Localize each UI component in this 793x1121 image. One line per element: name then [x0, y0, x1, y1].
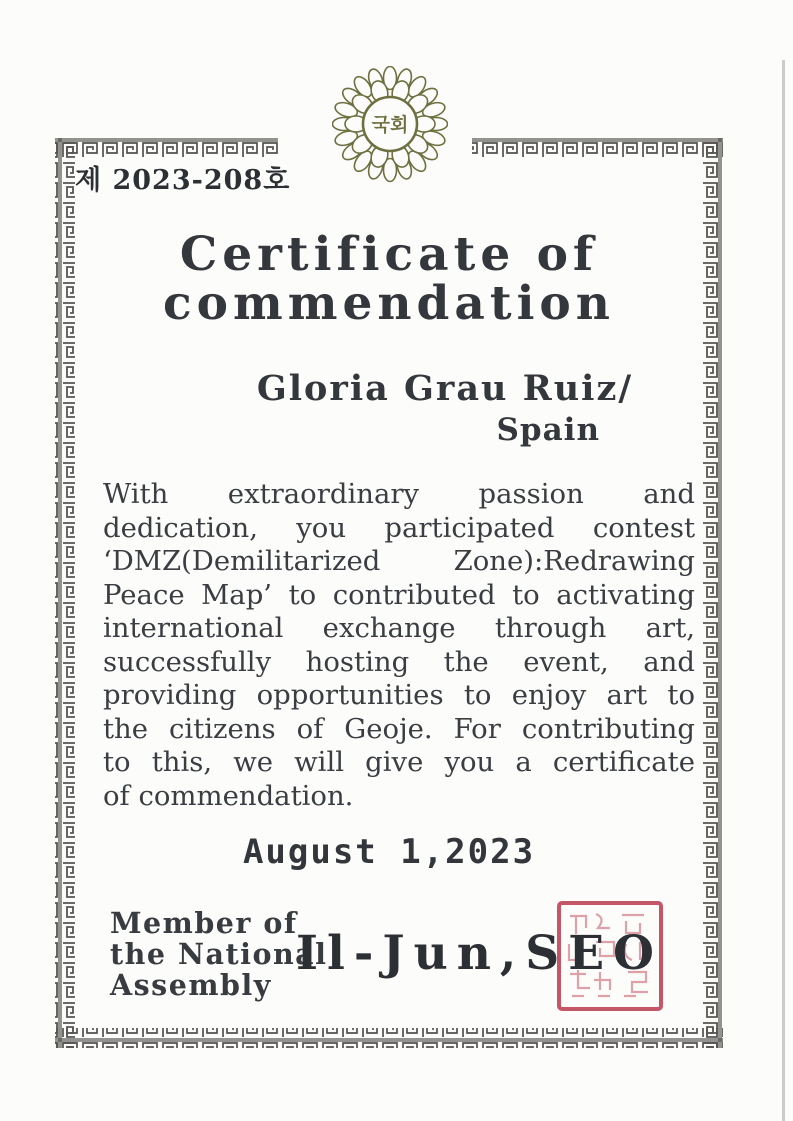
text-line: the National [110, 937, 328, 971]
text-line: international exchange through art, [103, 612, 695, 644]
emblem-label: 국회 [371, 114, 409, 136]
document-number: 제 2023-208호 [75, 165, 291, 196]
text-line: successfully hosting the event, and [103, 645, 695, 678]
text-line: Member of [110, 906, 298, 940]
text-line: ‘DMZ(Demilitarized Zone):Redrawing [103, 545, 695, 577]
text-line: the citizens of Geoje. For contributing [103, 712, 695, 745]
recipient-block [150, 368, 740, 448]
certificate-title [75, 227, 703, 331]
commendation-body-text [103, 478, 695, 813]
text-line: With extraordinary passion and [103, 478, 695, 510]
border-bottom [55, 1028, 723, 1048]
text-line: providing opportunities to enjoy art to [103, 679, 695, 711]
issue-date: August 1,2023 [242, 832, 536, 872]
border-left [55, 138, 75, 1048]
page-edge-shadow [782, 60, 785, 1121]
border-top-right [472, 138, 723, 158]
text-line: dedication, you participated contest [103, 511, 695, 544]
text-line: Assembly [110, 968, 272, 1002]
recipient-country: Spain [496, 412, 600, 448]
border-right [703, 138, 723, 1048]
text-line: Certificate of [179, 227, 599, 282]
text-line: Peace Map’ to contributed to activating [103, 578, 695, 611]
national-assembly-emblem-icon [332, 66, 448, 186]
text-line: commendation [163, 276, 615, 331]
text-line: of commendation. [103, 779, 354, 812]
border-top-left [55, 138, 278, 158]
recipient-name: Gloria Grau Ruiz/ [256, 368, 634, 409]
signer-name: Il-Jun,SEO [296, 926, 663, 981]
text-line: to this, we will give you a certificate [103, 746, 695, 778]
signer-role [110, 908, 327, 1001]
